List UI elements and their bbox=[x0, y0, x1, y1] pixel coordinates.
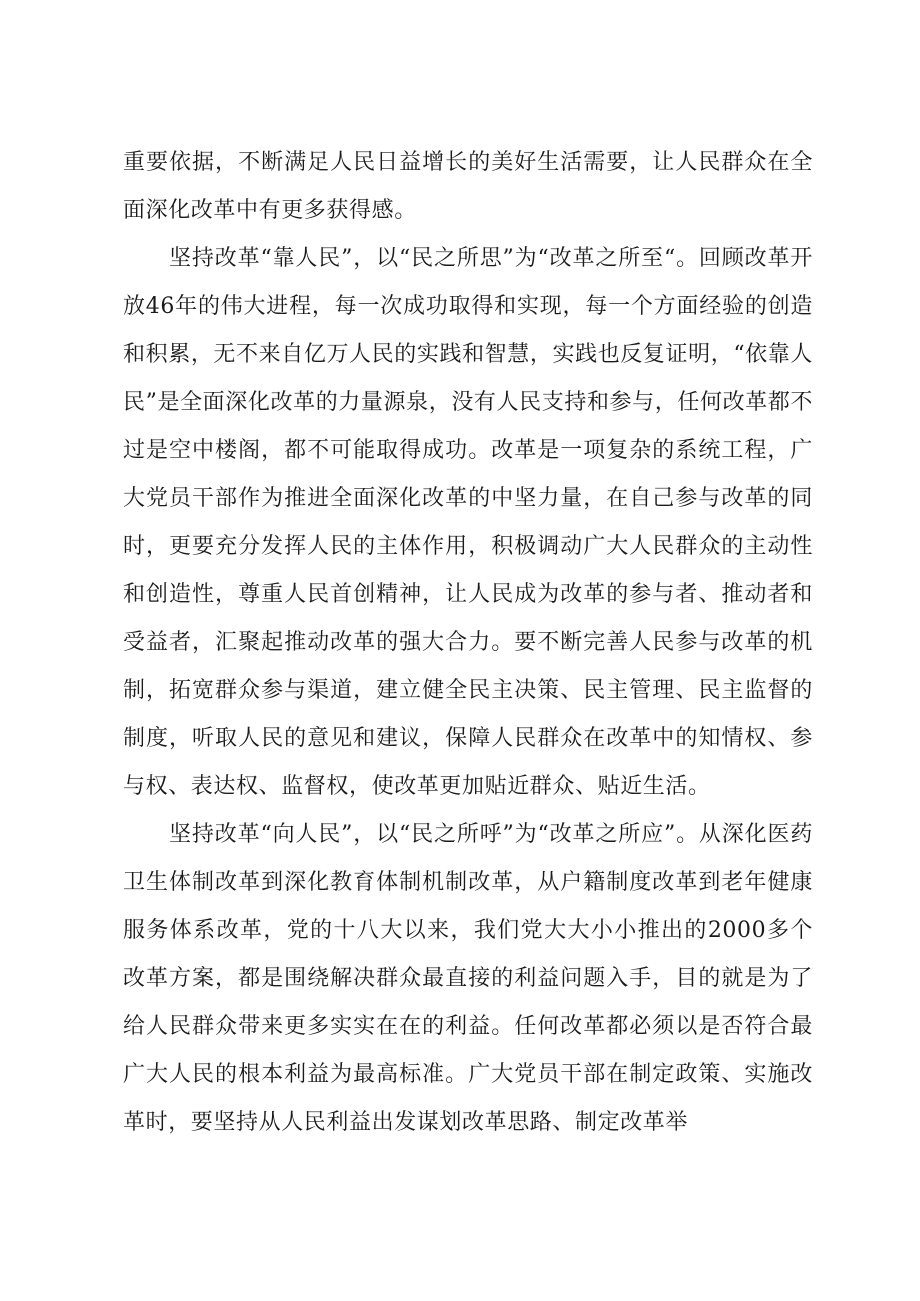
paragraph-continuation: 重要依据，不断满足人民日益增长的美好生活需要，让人民群众在全面深化改革中有更多获得感。 bbox=[123, 150, 813, 223]
paragraph-toward-people: 坚持改革“向人民”，以“民之所呼”为“改革之所应”。从深化医药卫生体制改革到深化教育体制机制改革，从户籍制度改革到老年健康服务体系改革，党的十八大以来，我们党大大小小推出的2000多个改革方案，都是围绕解决群众最直接的利益问题入手，目的就是为了给人民群众带来更多实实在在的利益。任何改革都必须以是否符合最广大人民的根本利益为最高标准。广大党员干部在制定政策、实施改革时，要坚持从人民利益出发谋划改革思路、制定改革举 bbox=[123, 822, 813, 1135]
document-body bbox=[123, 139, 813, 1147]
paragraph-rely-on-people: 坚持改革“靠人民”，以“民之所思”为“改革之所至“。回顾改革开放46年的伟大进程，每一次成功取得和实现，每一个方面经验的创造和积累，无不来自亿万人民的实践和智慧，实践也反复证明，“依靠人民”是全面深化改革的力量源泉，没有人民支持和参与，任何改革都不过是空中楼阁，都不可能取得成功。改革是一项复杂的系统工程，广大党员干部作为推进全面深化改革的中坚力量，在自己参与改革的同时，更要充分发挥人民的主体作用，积极调动广大人民群众的主动性和创造性，尊重人民首创精神，让人民成为改革的参与者、推动者和受益者，汇聚起推动改革的强大合力。要不断完善人民参与改革的机制，拓宽群众参与渠道，建立健全民主决策、民主管理、民主监督的制度，听取人民的意见和建议，保障人民群众在改革中的知情权、参与权、表达权、监督权，使改革更加贴近群众、贴近生活。 bbox=[123, 246, 813, 799]
